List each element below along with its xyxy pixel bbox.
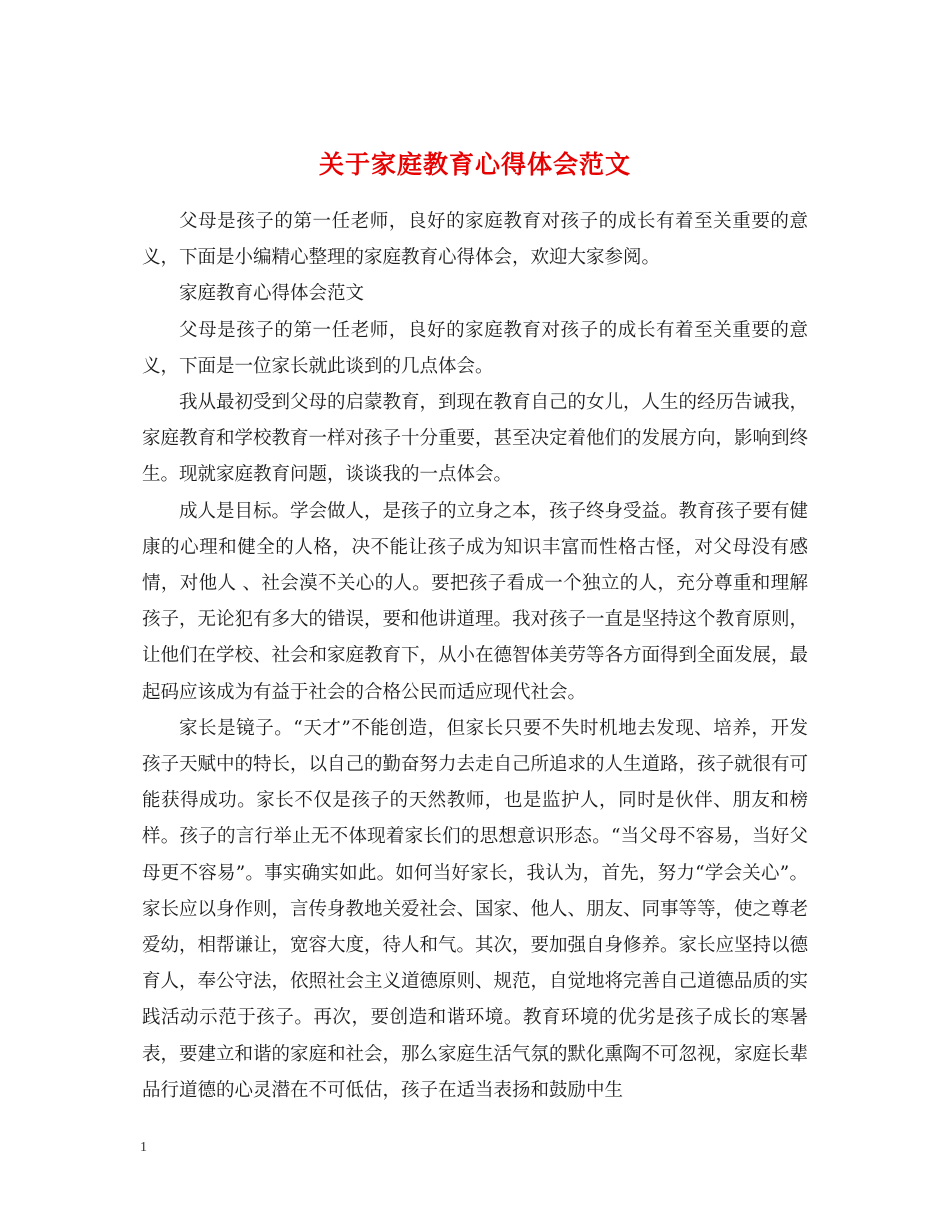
paragraph-opening: 父母是孩子的第一任老师，良好的家庭教育对孩子的成长有着至关重要的意义，下面是一位家长就此谈到的几点体会。 [142,319,808,377]
paragraph-intro: 父母是孩子的第一任老师，良好的家庭教育对孩子的成长有着至关重要的意义，下面是小编精心整理的家庭教育心得体会，欢迎大家参阅。 [142,211,808,269]
paragraph-experience: 我从最初受到父母的启蒙教育，到现在教育自己的女儿，人生的经历告诫我，家庭教育和学校教育一样对孩子十分重要，甚至决定着他们的发展方向，影响到终生。现就家庭教育问题，谈谈我的一点体会。 [142,392,809,486]
document-title: 关于家庭教育心得体会范文 [318,149,631,179]
paragraph-mirror: 家长是镜子。“天才”不能创造，但家长只要不失时机地去发现、培养，开发孩子天赋中的特长，以自己的勤奋努力去走自己所追求的人生道路，孩子就很有可能获得成功。家长不仅是孩子的天然教师，也是监护人，同时是伙伴、朋友和榜样。孩子的言行举止无不体现着家长们的思想意识形态。“当父母不容易，当好父母更不容易”。事实确实如此。如何当好家长，我认为，首先，努力“学会关心”。家长应以身作则，言传身教地关爱社会、国家、他人、朋友、同事等等，使之尊老爱幼，相帮谦让，宽容大度，待人和气。其次，要加强自身修养。家长应坚持以德育人，奉公守法，依照社会主义道德原则、规范，自觉地将完善自己道德品质的实践活动示范于孩子。再次，要创造和谐环境。教育环境的优劣是孩子成长的寒暑表，要建立和谐的家庭和社会，那么家庭生活气氛的默化熏陶不可忽视，家庭长辈品行道德的心灵潜在不可低估，孩子在适当表扬和鼓励中生 [142,717,809,1101]
page-number: 1 [140,1140,147,1155]
paragraph-subheading: 家庭教育心得体会范文 [179,283,365,305]
paragraph-goal: 成人是目标。学会做人，是孩子的立身之本，孩子终身受益。教育孩子要有健康的心理和健全的人格，决不能让孩子成为知识丰富而性格古怪，对父母没有感情，对他人 、社会漠不关心的人。要把孩子看成一个独立的人，充分尊重和理解孩子，无论犯有多大的错误，要和他讲道理。我对孩子一直是坚持这个教育原则，让他们在学校、社会和家庭教育下，从小在德智体美劳等各方面得到全面发展，最起码应该成为有益于社会的合格公民而适应现代社会。 [142,500,809,703]
document-body [142,204,808,1109]
